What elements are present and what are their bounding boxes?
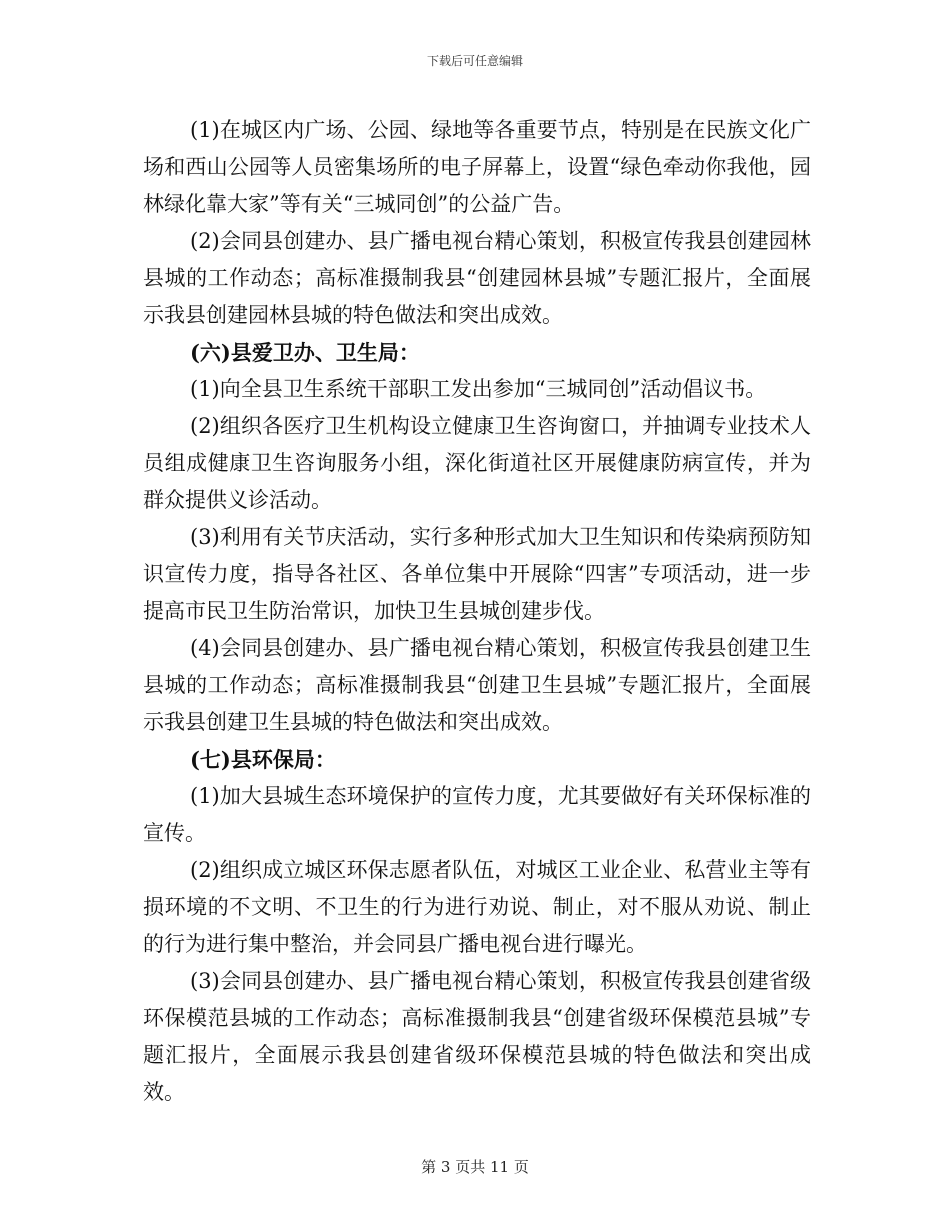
section-heading: (六)县爱卫办、卫生局： bbox=[190, 340, 420, 365]
paragraph: (2)组织各医疗卫生机构设立健康卫生咨询窗口，并抽调专业技术人员组成健康卫生咨询服务小组，深化街道社区开展健康防病宣传，并为群众提供义诊活动。 bbox=[143, 414, 811, 512]
paragraph: (3)利用有关节庆活动，实行多种形式加大卫生知识和传染病预防知识宣传力度，指导各社区、各单位集中开展除“四害”专项活动，进一步提高市民卫生防治常识，加快卫生县城创建步伐。 bbox=[143, 525, 811, 623]
paragraph: (2)组织成立城区环保志愿者队伍，对城区工业企业、私营业主等有损环境的不文明、不卫生的行为进行劝说、制止，对不服从劝说、制止的行为进行集中整治，并会同县广播电视台进行曝光。 bbox=[143, 858, 811, 956]
page-footer: 第 3 页共 11 页 bbox=[421, 1158, 529, 1176]
paragraph: (1)在城区内广场、公园、绿地等各重要节点，特别是在民族文化广场和西山公园等人员密集场所的电子屏幕上，设置“绿色牵动你我他，园林绿化靠大家”等有关“三城同创”的公益广告。 bbox=[143, 118, 811, 216]
section-heading: (七)县环保局： bbox=[190, 747, 336, 772]
page-header: 下载后可任意编辑 bbox=[426, 54, 523, 68]
paragraph: (4)会同县创建办、县广播电视台精心策划，积极宣传我县创建卫生县城的工作动态；高标准摄制我县“创建卫生县城”专题汇报片，全面展示我县创建卫生县城的特色做法和突出成效。 bbox=[143, 636, 811, 734]
paragraph: (3)会同县创建办、县广播电视台精心策划，积极宣传我县创建省级环保模范县城的工作动态；高标准摄制我县“创建省级环保模范县城”专题汇报片，全面展示我县创建省级环保模范县城的特色做法和突出成效。 bbox=[143, 969, 811, 1104]
paragraph: (1)向全县卫生系统干部职工发出参加“三城同创”活动倡议书。 bbox=[190, 377, 767, 401]
document-body bbox=[143, 112, 811, 1111]
paragraph: (1)加大县城生态环境保护的宣传力度，尤其要做好有关环保标准的宣传。 bbox=[143, 784, 811, 845]
paragraph: (2)会同县创建办、县广播电视台精心策划，积极宣传我县创建园林县城的工作动态；高标准摄制我县“创建园林县城”专题汇报片，全面展示我县创建园林县城的特色做法和突出成效。 bbox=[143, 229, 811, 327]
